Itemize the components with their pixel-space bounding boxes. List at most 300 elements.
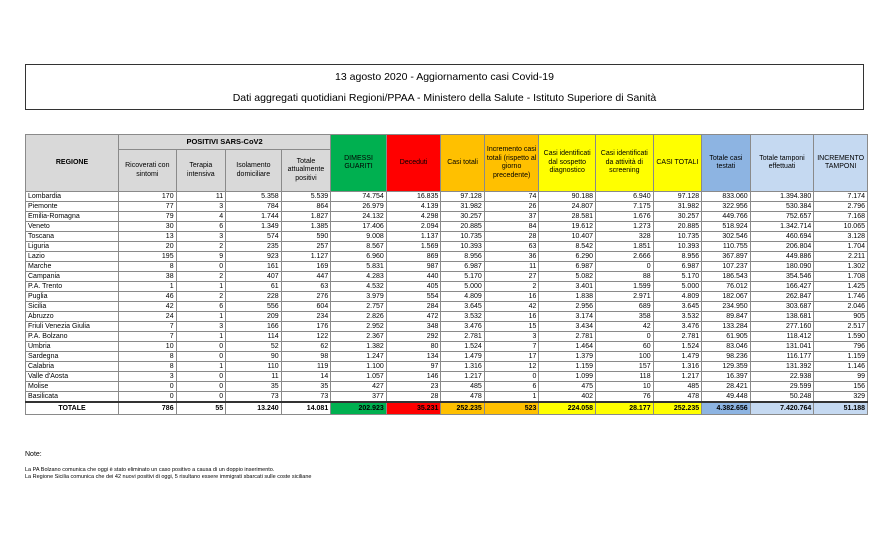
table-row [26,272,868,282]
cell-screening: 118 [596,372,654,382]
cell-deceduti: 869 [386,252,441,262]
cell-casi-totali: 6.987 [441,262,484,272]
cell-incremento-casi: 3 [484,332,539,342]
cell-dimessi: 4.283 [331,272,387,282]
cell-ricoverati: 7 [118,322,176,332]
cell-casi-testati: 107.237 [702,262,751,272]
cell-incremento-tamponi: 905 [814,312,868,322]
cell-totale-positivi: 1.385 [281,222,331,232]
cell-deceduti: 4.298 [386,212,441,222]
cell-isolamento: 166 [226,322,282,332]
cell-sospetto: 3.401 [539,282,596,292]
cell-casi-testati: 518.924 [702,222,751,232]
total-dimessi: 202.923 [331,402,387,415]
cell-screening: 0 [596,262,654,272]
cell-casi-totali: 20.885 [441,222,484,232]
cell-totale-positivi: 14 [281,372,331,382]
header-deceduti: Deceduti [386,135,441,192]
cell-tamponi: 166.427 [750,282,814,292]
cell-ricoverati: 195 [118,252,176,262]
cell-incremento-tamponi: 1.746 [814,292,868,302]
cell-regione: Veneto [26,222,119,232]
cell-totale-positivi: 119 [281,362,331,372]
cell-casi-testati: 28.421 [702,382,751,392]
cell-ricoverati: 8 [118,352,176,362]
cell-sospetto: 475 [539,382,596,392]
cell-tamponi: 752.657 [750,212,814,222]
cell-screening: 10 [596,382,654,392]
cell-isolamento: 574 [226,232,282,242]
cell-casi-totali-2: 478 [653,392,702,403]
cell-screening: 328 [596,232,654,242]
cell-screening: 0 [596,332,654,342]
cell-isolamento: 90 [226,352,282,362]
cell-incremento-tamponi: 1.708 [814,272,868,282]
cell-ricoverati: 46 [118,292,176,302]
cell-sospetto: 1.159 [539,362,596,372]
cell-screening: 2.971 [596,292,654,302]
cell-deceduti: 472 [386,312,441,322]
cell-incremento-casi: 2 [484,282,539,292]
cell-dimessi: 24.132 [331,212,387,222]
header-ricoverati: Ricoverati con sintomi [118,150,176,192]
cell-isolamento: 1.744 [226,212,282,222]
table-row [26,372,868,382]
cell-terapia: 0 [176,382,226,392]
cell-tamponi: 118.412 [750,332,814,342]
cell-casi-testati: 182.067 [702,292,751,302]
cell-dimessi: 1.382 [331,342,387,352]
cell-terapia: 3 [176,232,226,242]
cell-incremento-tamponi: 10.065 [814,222,868,232]
cell-ricoverati: 8 [118,362,176,372]
cell-terapia: 0 [176,392,226,403]
cell-ricoverati: 10 [118,342,176,352]
cell-deceduti: 292 [386,332,441,342]
cell-deceduti: 97 [386,362,441,372]
cell-dimessi: 1.057 [331,372,387,382]
header-tamponi: Totale tamponi effettuati [750,135,814,192]
cell-deceduti: 23 [386,382,441,392]
cell-casi-totali-2: 1.217 [653,372,702,382]
cell-incremento-casi: 42 [484,302,539,312]
cell-incremento-casi: 15 [484,322,539,332]
cell-sospetto: 5.082 [539,272,596,282]
cell-dimessi: 4.532 [331,282,387,292]
cell-sospetto: 24.807 [539,202,596,212]
cell-casi-testati: 833.060 [702,192,751,202]
cell-incremento-casi: 1 [484,392,539,403]
cell-tamponi: 131.392 [750,362,814,372]
cell-regione: Lazio [26,252,119,262]
table-row [26,292,868,302]
table-row [26,202,868,212]
cell-screening: 2.666 [596,252,654,262]
table-row [26,232,868,242]
cell-screening: 689 [596,302,654,312]
cell-casi-totali: 10.393 [441,242,484,252]
cell-isolamento: 11 [226,372,282,382]
total-deceduti: 35.231 [386,402,441,415]
cell-sospetto: 6.290 [539,252,596,262]
cell-dimessi: 1.247 [331,352,387,362]
cell-ricoverati: 20 [118,242,176,252]
table-row [26,212,868,222]
page-title: 13 agosto 2020 - Aggiornamento casi Covid-19 [335,71,554,83]
cell-regione: Piemonte [26,202,119,212]
cell-screening: 358 [596,312,654,322]
cell-incremento-tamponi: 7.168 [814,212,868,222]
total-incremento-tamponi: 51.188 [814,402,868,415]
cell-screening: 157 [596,362,654,372]
cell-deceduti: 80 [386,342,441,352]
cell-terapia: 3 [176,202,226,212]
cell-tamponi: 206.804 [750,242,814,252]
cell-isolamento: 110 [226,362,282,372]
total-terapia: 55 [176,402,226,415]
cell-isolamento: 209 [226,312,282,322]
cell-sospetto: 1.099 [539,372,596,382]
cell-isolamento: 228 [226,292,282,302]
cell-tamponi: 530.384 [750,202,814,212]
cell-terapia: 1 [176,332,226,342]
cell-casi-totali-2: 30.257 [653,212,702,222]
cell-casi-totali: 31.982 [441,202,484,212]
cell-casi-totali: 8.956 [441,252,484,262]
cell-casi-testati: 110.755 [702,242,751,252]
total-sospetto: 224.058 [539,402,596,415]
cell-ricoverati: 8 [118,262,176,272]
cell-screening: 1.599 [596,282,654,292]
cell-isolamento: 235 [226,242,282,252]
cell-casi-totali-2: 20.885 [653,222,702,232]
cell-regione: Umbria [26,342,119,352]
notes-label: Note: [25,451,42,458]
cell-ricoverati: 30 [118,222,176,232]
table-row [26,222,868,232]
cell-incremento-tamponi: 2.046 [814,302,868,312]
note-line: La PA Bolzano comunica che oggi è stato eliminato un caso positivo a causa di un doppio inserimento. [25,467,275,473]
cell-terapia: 0 [176,342,226,352]
cell-sospetto: 402 [539,392,596,403]
total-screening: 28.177 [596,402,654,415]
cell-casi-totali: 5.170 [441,272,484,282]
cell-casi-totali: 30.257 [441,212,484,222]
cell-casi-testati: 234.950 [702,302,751,312]
cell-incremento-tamponi: 1.302 [814,262,868,272]
cell-casi-totali: 3.532 [441,312,484,322]
cell-incremento-tamponi: 1.159 [814,352,868,362]
cell-casi-totali: 5.000 [441,282,484,292]
cell-totale-positivi: 169 [281,262,331,272]
cell-terapia: 1 [176,312,226,322]
cell-ricoverati: 77 [118,202,176,212]
cell-dimessi: 17.406 [331,222,387,232]
cell-casi-totali-2: 3.532 [653,312,702,322]
cell-deceduti: 284 [386,302,441,312]
cell-casi-totali-2: 3.645 [653,302,702,312]
cell-sospetto: 1.379 [539,352,596,362]
cell-casi-totali: 485 [441,382,484,392]
cell-casi-totali: 1.316 [441,362,484,372]
cell-dimessi: 6.960 [331,252,387,262]
cell-screening: 100 [596,352,654,362]
cell-dimessi: 377 [331,392,387,403]
cell-deceduti: 348 [386,322,441,332]
cell-casi-totali-2: 1.479 [653,352,702,362]
cell-tamponi: 131.041 [750,342,814,352]
cell-ricoverati: 0 [118,392,176,403]
cell-isolamento: 61 [226,282,282,292]
cell-casi-totali: 1.479 [441,352,484,362]
cell-casi-totali: 1.217 [441,372,484,382]
cell-casi-totali: 97.128 [441,192,484,202]
cell-regione: Basilicata [26,392,119,403]
cell-incremento-tamponi: 2.211 [814,252,868,262]
cell-totale-positivi: 604 [281,302,331,312]
total-isolamento: 13.240 [226,402,282,415]
cell-ricoverati: 24 [118,312,176,322]
cell-screening: 7.175 [596,202,654,212]
cell-isolamento: 73 [226,392,282,403]
cell-totale-positivi: 62 [281,342,331,352]
cell-regione: Sardegna [26,352,119,362]
cell-tamponi: 1.394.380 [750,192,814,202]
cell-dimessi: 2.757 [331,302,387,312]
header-totale-positivi: Totale attualmente positivi [281,150,331,192]
cell-casi-totali: 1.524 [441,342,484,352]
cell-ricoverati: 170 [118,192,176,202]
cell-incremento-casi: 37 [484,212,539,222]
header-screening: Casi identificati da attività di screening [596,135,654,192]
cell-deceduti: 134 [386,352,441,362]
cell-regione: Friuli Venezia Giulia [26,322,119,332]
cell-sospetto: 90.188 [539,192,596,202]
table-row [26,342,868,352]
cell-sospetto: 2.956 [539,302,596,312]
table-row [26,192,868,202]
cell-casi-testati: 129.359 [702,362,751,372]
cell-totale-positivi: 35 [281,382,331,392]
header-dimessi: DIMESSI GUARITI [331,135,387,192]
total-ricoverati: 786 [118,402,176,415]
header-casi-totali: Casi totali [441,135,484,192]
cell-casi-totali: 478 [441,392,484,403]
total-totale-positivi: 14.081 [281,402,331,415]
total-casi-testati: 4.382.656 [702,402,751,415]
cell-dimessi: 3.979 [331,292,387,302]
table-row [26,312,868,322]
cell-casi-totali-2: 10.393 [653,242,702,252]
cell-regione: Calabria [26,362,119,372]
cell-casi-testati: 367.897 [702,252,751,262]
cell-incremento-casi: 84 [484,222,539,232]
cell-incremento-casi: 16 [484,292,539,302]
cell-totale-positivi: 1.127 [281,252,331,262]
cell-casi-testati: 61.905 [702,332,751,342]
cell-casi-testati: 322.956 [702,202,751,212]
cell-regione: P.A. Bolzano [26,332,119,342]
header-positivi-group: POSITIVI SARS-CoV2 [118,135,330,150]
cell-isolamento: 35 [226,382,282,392]
cell-totale-positivi: 257 [281,242,331,252]
cell-casi-testati: 186.543 [702,272,751,282]
cell-totale-positivi: 5.539 [281,192,331,202]
cell-regione: Abruzzo [26,312,119,322]
cell-ricoverati: 79 [118,212,176,222]
cell-terapia: 6 [176,222,226,232]
cell-incremento-casi: 28 [484,232,539,242]
cell-casi-totali-2: 8.956 [653,252,702,262]
cell-incremento-tamponi: 156 [814,382,868,392]
cell-tamponi: 354.546 [750,272,814,282]
cell-tamponi: 29.599 [750,382,814,392]
cell-totale-positivi: 447 [281,272,331,282]
cell-dimessi: 427 [331,382,387,392]
covid-data-table [25,134,868,415]
cell-terapia: 1 [176,282,226,292]
table-row [26,242,868,252]
cell-screening: 42 [596,322,654,332]
cell-ricoverati: 13 [118,232,176,242]
table-row [26,382,868,392]
cell-casi-testati: 449.766 [702,212,751,222]
cell-incremento-casi: 17 [484,352,539,362]
cell-dimessi: 1.100 [331,362,387,372]
cell-dimessi: 2.826 [331,312,387,322]
cell-casi-totali: 2.781 [441,332,484,342]
cell-tamponi: 138.681 [750,312,814,322]
page-subtitle: Dati aggregati quotidiani Regioni/PPAA - Ministero della Salute - Istituto Superiore di Sanità [232,92,657,104]
cell-deceduti: 405 [386,282,441,292]
cell-deceduti: 440 [386,272,441,282]
cell-sospetto: 6.987 [539,262,596,272]
cell-isolamento: 114 [226,332,282,342]
total-row [26,402,868,415]
cell-deceduti: 2.094 [386,222,441,232]
cell-dimessi: 5.831 [331,262,387,272]
cell-casi-testati: 89.847 [702,312,751,322]
cell-incremento-casi: 11 [484,262,539,272]
cell-incremento-casi: 7 [484,342,539,352]
cell-terapia: 1 [176,362,226,372]
cell-screening: 88 [596,272,654,282]
cell-incremento-tamponi: 796 [814,342,868,352]
cell-casi-testati: 83.046 [702,342,751,352]
cell-tamponi: 303.687 [750,302,814,312]
table-row [26,352,868,362]
cell-casi-totali: 10.735 [441,232,484,242]
cell-terapia: 9 [176,252,226,262]
cell-isolamento: 784 [226,202,282,212]
cell-deceduti: 28 [386,392,441,403]
cell-casi-totali-2: 3.476 [653,322,702,332]
cell-incremento-tamponi: 1.425 [814,282,868,292]
cell-ricoverati: 7 [118,332,176,342]
header-terapia: Terapia intensiva [176,150,226,192]
total-tamponi: 7.420.764 [750,402,814,415]
cell-casi-totali-2: 10.735 [653,232,702,242]
cell-casi-testati: 16.397 [702,372,751,382]
cell-sospetto: 8.542 [539,242,596,252]
cell-totale-positivi: 122 [281,332,331,342]
header-incremento-tamponi: INCREMENTO TAMPONI [814,135,868,192]
header-incremento-casi: Incremento casi totali (rispetto al giorno precedente) [484,135,539,192]
cell-regione: Sicilia [26,302,119,312]
cell-casi-totali-2: 5.000 [653,282,702,292]
cell-terapia: 0 [176,372,226,382]
cell-incremento-casi: 12 [484,362,539,372]
cell-totale-positivi: 1.827 [281,212,331,222]
cell-dimessi: 9.008 [331,232,387,242]
cell-sospetto: 10.407 [539,232,596,242]
cell-incremento-casi: 16 [484,312,539,322]
cell-casi-totali-2: 31.982 [653,202,702,212]
cell-regione: Campania [26,272,119,282]
cell-terapia: 2 [176,242,226,252]
cell-totale-positivi: 98 [281,352,331,362]
cell-totale-positivi: 276 [281,292,331,302]
cell-tamponi: 180.090 [750,262,814,272]
cell-incremento-casi: 63 [484,242,539,252]
cell-incremento-tamponi: 1.590 [814,332,868,342]
total-casi-totali: 252.235 [441,402,484,415]
cell-screening: 76 [596,392,654,403]
cell-totale-positivi: 590 [281,232,331,242]
cell-terapia: 2 [176,292,226,302]
cell-casi-totali-2: 97.128 [653,192,702,202]
cell-sospetto: 28.581 [539,212,596,222]
cell-totale-positivi: 73 [281,392,331,403]
cell-incremento-casi: 26 [484,202,539,212]
cell-incremento-tamponi: 1.704 [814,242,868,252]
cell-screening: 6.940 [596,192,654,202]
cell-terapia: 2 [176,272,226,282]
cell-terapia: 0 [176,262,226,272]
cell-casi-totali-2: 4.809 [653,292,702,302]
cell-ricoverati: 38 [118,272,176,282]
cell-dimessi: 26.979 [331,202,387,212]
cell-terapia: 11 [176,192,226,202]
table-row [26,252,868,262]
cell-incremento-tamponi: 2.796 [814,202,868,212]
cell-deceduti: 146 [386,372,441,382]
cell-incremento-casi: 74 [484,192,539,202]
cell-casi-testati: 302.546 [702,232,751,242]
cell-dimessi: 2.952 [331,322,387,332]
total-regione: TOTALE [26,402,119,415]
header-sospetto: Casi identificati dal sospetto diagnostico [539,135,596,192]
cell-casi-totali: 3.476 [441,322,484,332]
cell-incremento-tamponi: 2.517 [814,322,868,332]
cell-deceduti: 4.139 [386,202,441,212]
title-box [25,64,864,110]
cell-casi-testati: 49.448 [702,392,751,403]
cell-regione: Puglia [26,292,119,302]
cell-ricoverati: 1 [118,282,176,292]
header-regione: REGIONE [26,135,119,192]
cell-isolamento: 556 [226,302,282,312]
cell-ricoverati: 42 [118,302,176,312]
cell-deceduti: 554 [386,292,441,302]
cell-isolamento: 407 [226,272,282,282]
cell-tamponi: 277.160 [750,322,814,332]
cell-incremento-tamponi: 1.146 [814,362,868,372]
cell-regione: P.A. Trento [26,282,119,292]
cell-regione: Emilia-Romagna [26,212,119,222]
cell-casi-totali-2: 6.987 [653,262,702,272]
cell-isolamento: 923 [226,252,282,262]
